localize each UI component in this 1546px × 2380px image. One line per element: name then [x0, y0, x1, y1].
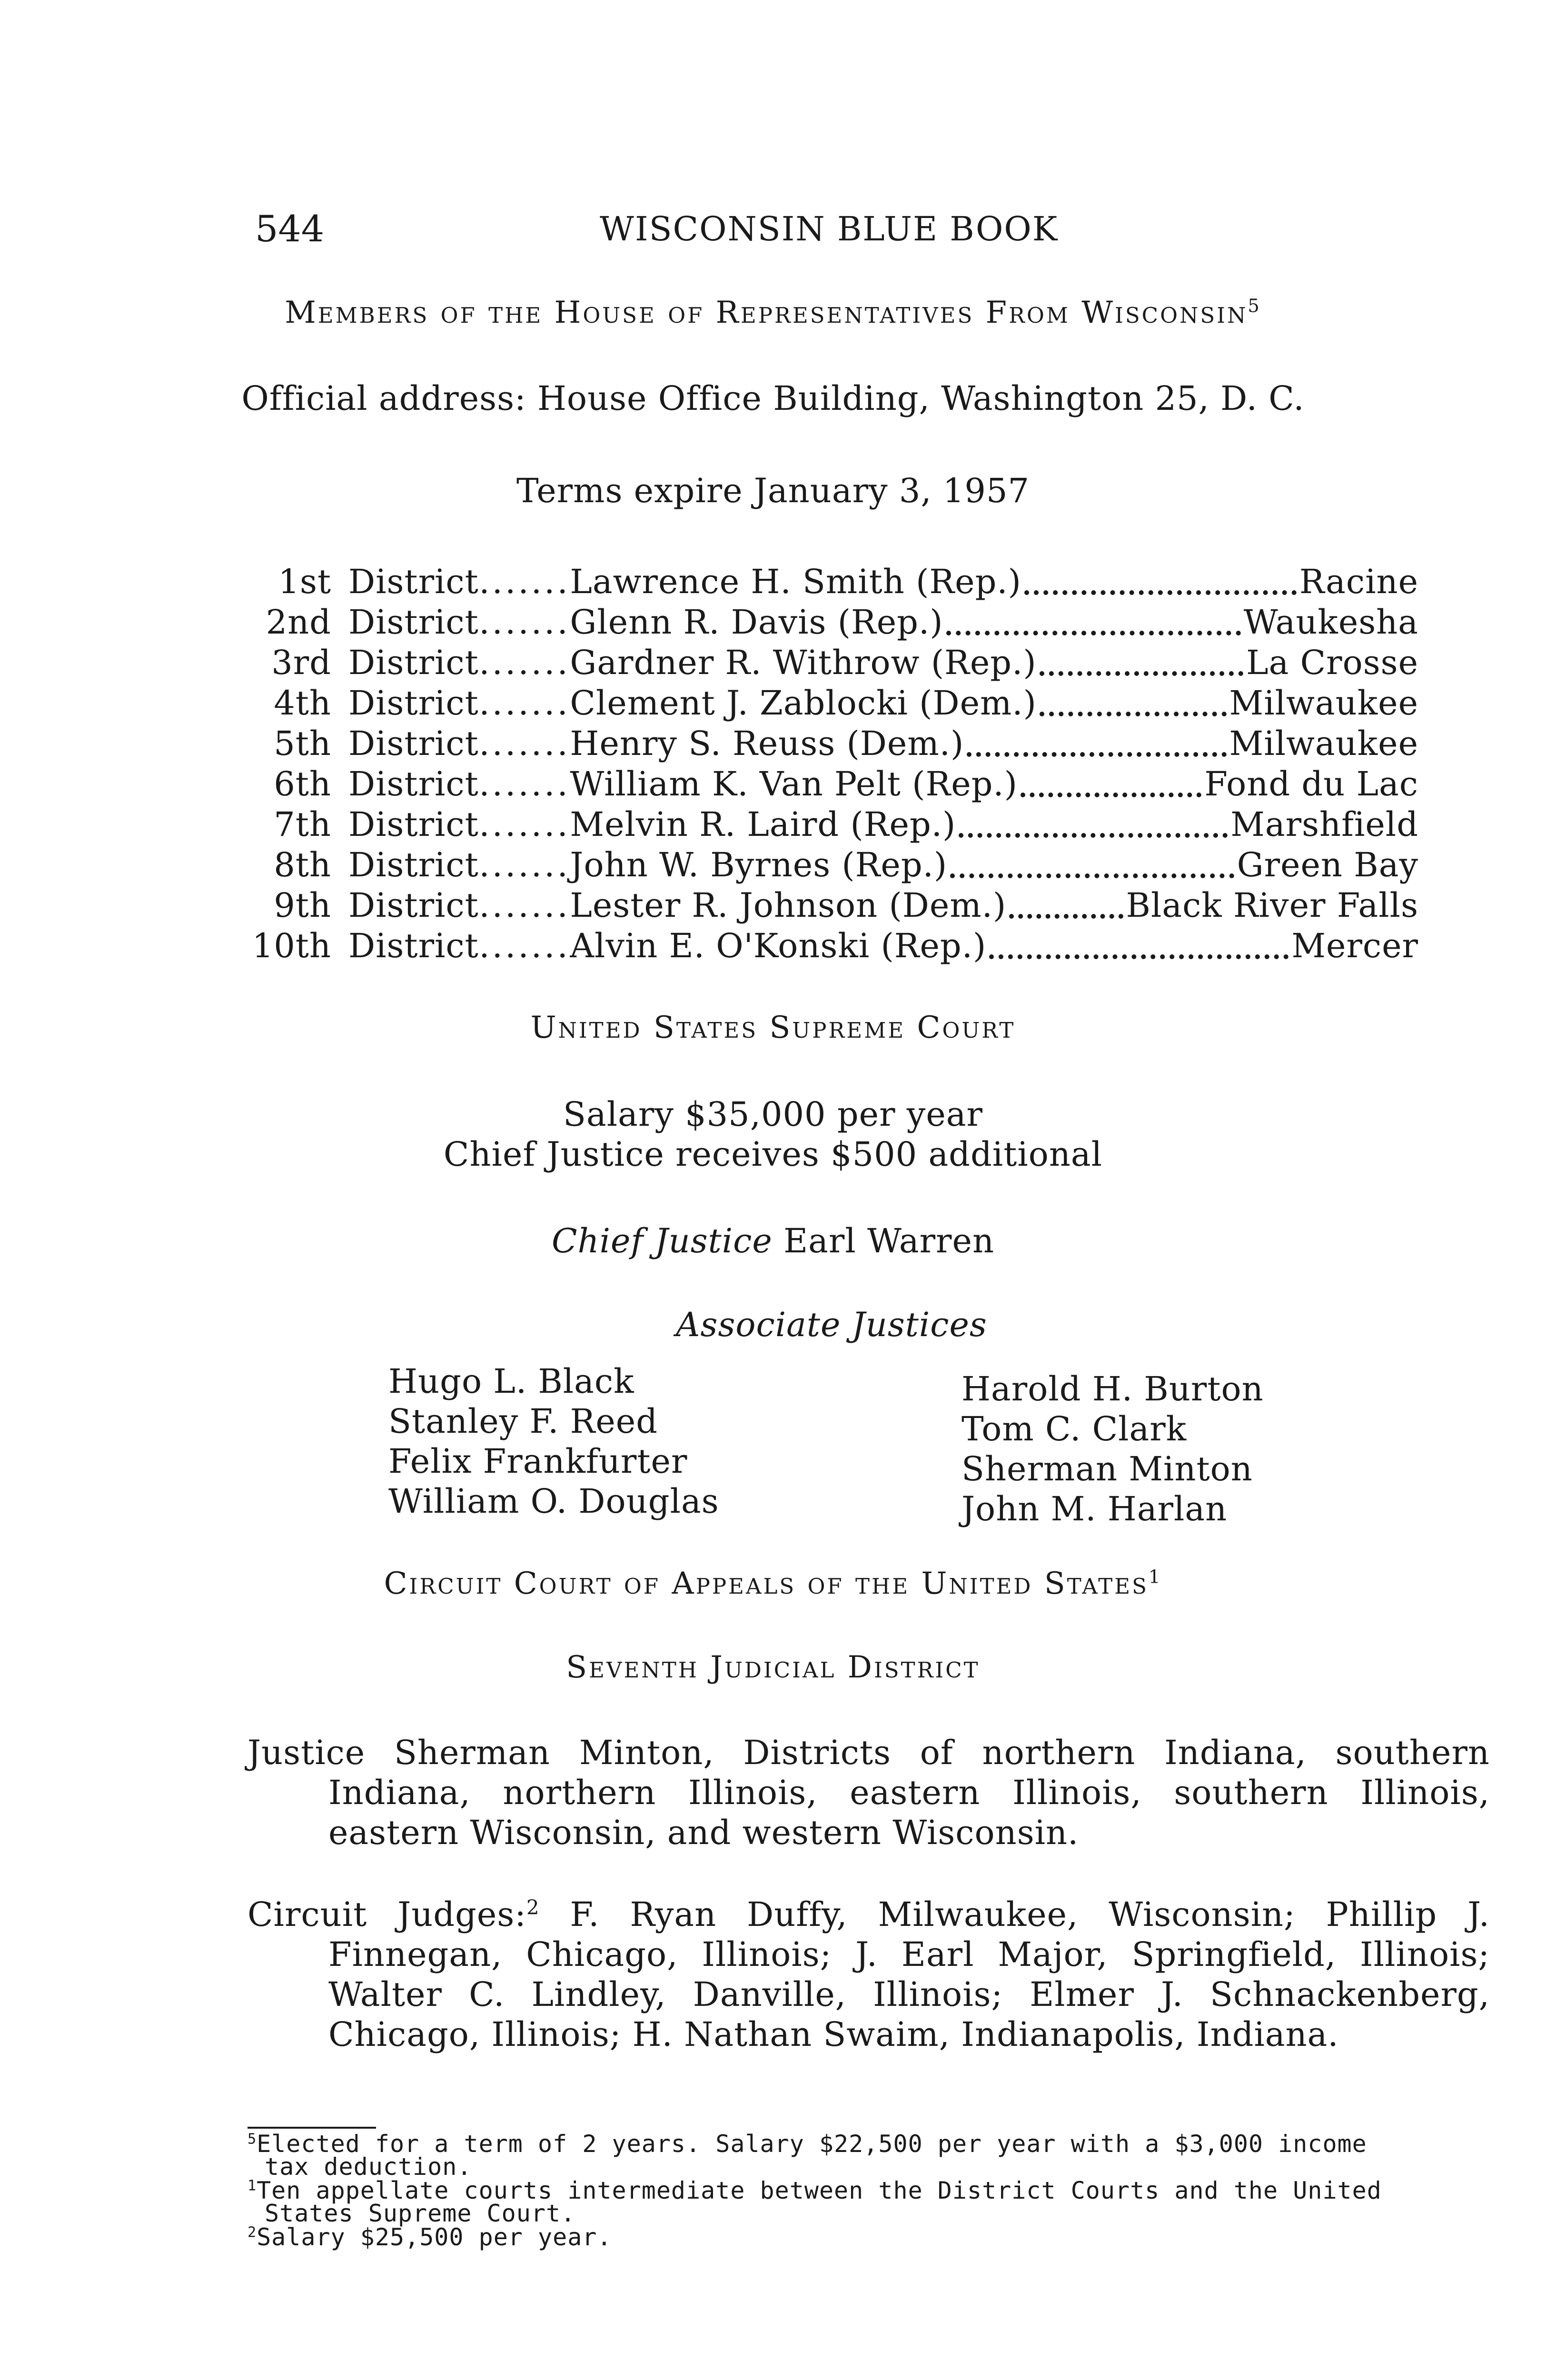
running-title: WISCONSIN BLUE BOOK — [600, 209, 1059, 248]
representative-city: Black River Falls — [1126, 886, 1418, 925]
representative-name: Lawrence H. Smith (Rep.) — [570, 562, 1021, 601]
district-label: District — [348, 724, 479, 763]
footnote — [248, 2179, 1426, 2225]
chief-justice-label: Chief Justice — [551, 1221, 773, 1260]
dot-leader — [989, 954, 1288, 959]
district-label: District — [348, 764, 479, 803]
associate-justices-right — [961, 1369, 1264, 1529]
district-ordinal: 8th — [274, 845, 331, 884]
district-label: District — [348, 562, 479, 601]
district-row — [248, 724, 1418, 764]
associate-justices-left — [388, 1361, 719, 1521]
justice-name: Tom C. Clark — [961, 1409, 1187, 1448]
circuit-court-heading-text: Circuit Court of Appeals of the United States — [384, 1566, 1149, 1601]
district-leader: ․․․․․․․ — [478, 643, 570, 682]
justice-name: Felix Frankfurter — [388, 1442, 688, 1481]
chief-justice-name: Earl Warren — [783, 1221, 995, 1260]
district-leader: ․․․․․․․ — [478, 845, 570, 884]
circuit-heading-footnote-mark: 1 — [1148, 1566, 1162, 1588]
footnote — [248, 2223, 1426, 2251]
district-label: District — [348, 643, 479, 682]
district-ordinal: 6th — [274, 764, 331, 803]
associate-justices-label: Associate Justices — [676, 1305, 987, 1344]
district-ordinal: 2nd — [266, 603, 331, 642]
district-ordinal: 9th — [274, 886, 331, 925]
dot-leader — [1024, 590, 1297, 595]
justice-name: Harold H. Burton — [961, 1369, 1264, 1408]
district-row — [248, 602, 1418, 643]
footnote-rule — [248, 2127, 376, 2129]
representative-city: La Crosse — [1246, 643, 1418, 682]
district-label: District — [348, 845, 479, 884]
footnote-text: Ten appellate courts intermediate between the District Courts and the United States Supreme Court. — [257, 2177, 1382, 2227]
district-row — [248, 804, 1418, 845]
representative-city: Fond du Lac — [1204, 764, 1418, 803]
district-leader: ․․․․․․․ — [478, 926, 570, 965]
district-row — [248, 926, 1418, 966]
district-label: District — [348, 684, 479, 723]
district-leader: ․․․․․․․ — [478, 886, 570, 925]
district-ordinal: 4th — [274, 684, 331, 723]
district-leader: ․․․․․․․ — [478, 562, 570, 601]
district-ordinal: 7th — [274, 805, 331, 844]
chief-justice-additional: Chief Justice receives $500 additional — [443, 1135, 1103, 1174]
house-heading — [0, 295, 1546, 330]
justice-name: John M. Harlan — [961, 1489, 1228, 1528]
terms-expire: Terms expire January 3, 1957 — [516, 471, 1030, 510]
dot-leader — [1040, 671, 1243, 676]
district-ordinal: 10th — [252, 926, 331, 965]
circuit-judges-footnote-mark: 2 — [526, 1895, 540, 1919]
footnote-text: Salary $25,500 per year. — [257, 2223, 612, 2251]
house-heading-text: Members of the House of Representatives From Wisconsin — [285, 295, 1248, 330]
district-leader: ․․․․․․․ — [478, 805, 570, 844]
representative-city: Milwaukee — [1229, 684, 1418, 723]
district-label: District — [348, 886, 479, 925]
district-leader: ․․․․․․․ — [478, 764, 570, 803]
circuit-judges-paragraph — [248, 1894, 1490, 2054]
supreme-court-heading: United States Supreme Court — [530, 1010, 1016, 1045]
dot-leader — [946, 631, 1241, 635]
official-address: Official address: House Office Building, Washington 25, D. C. — [241, 379, 1305, 418]
district-leader: ․․․․․․․ — [478, 684, 570, 723]
district-label: District — [348, 603, 479, 642]
district-list — [248, 562, 1418, 966]
representative-city: Waukesha — [1243, 603, 1418, 642]
representative-city: Marshfield — [1230, 805, 1418, 844]
seventh-district-heading: Seventh Judicial District — [566, 1650, 980, 1685]
dot-leader — [1009, 914, 1123, 919]
dot-leader — [967, 752, 1226, 757]
representative-name: Melvin R. Laird (Rep.) — [570, 805, 956, 844]
district-row — [248, 885, 1418, 926]
chief-justice-line — [0, 1221, 1546, 1260]
district-ordinal: 5th — [274, 724, 331, 763]
representative-name: Clement J. Zablocki (Dem.) — [570, 684, 1037, 723]
justice-name: Sherman Minton — [961, 1449, 1253, 1488]
district-leader: ․․․․․․․ — [478, 603, 570, 642]
representative-name: Glenn R. Davis (Rep.) — [570, 603, 943, 642]
district-label: District — [348, 926, 479, 965]
representative-name: Gardner R. Withrow (Rep.) — [570, 643, 1037, 682]
justice-name: Stanley F. Reed — [388, 1402, 658, 1441]
footnote-mark: 5 — [248, 2131, 257, 2148]
circuit-court-heading — [0, 1566, 1546, 1601]
representative-city: Mercer — [1291, 926, 1418, 965]
district-ordinal: 3rd — [271, 643, 331, 682]
representative-name: Lester R. Johnson (Dem.) — [570, 886, 1007, 925]
justice-minton-paragraph: Justice Sherman Minton, Districts of northern Indiana, southern Indiana, northern Illinois, eastern Illinois, southern Illinois, eastern Wisconsin, and western Wisconsin. — [248, 1733, 1490, 1852]
supreme-court-salary: Salary $35,000 per year — [563, 1095, 983, 1134]
representative-name: William K. Van Pelt (Rep.) — [570, 764, 1018, 803]
footnote-mark: 2 — [248, 2224, 257, 2241]
dot-leader — [959, 833, 1228, 838]
district-row — [248, 683, 1418, 724]
district-ordinal: 1st — [278, 562, 331, 601]
district-label: District — [348, 805, 479, 844]
district-row — [248, 764, 1418, 804]
representative-name: Alvin E. O'Konski (Rep.) — [570, 926, 987, 965]
circuit-judges-label: Circuit Judges: — [248, 1895, 526, 1934]
district-row — [248, 845, 1418, 885]
justice-name: Hugo L. Black — [388, 1362, 634, 1401]
dot-leader — [1040, 712, 1227, 716]
district-leader: ․․․․․․․ — [478, 724, 570, 763]
house-heading-footnote-mark: 5 — [1248, 295, 1261, 317]
footnote-mark: 1 — [248, 2177, 257, 2194]
footnote-text: Elected for a term of 2 years. Salary $22,500 per year with a $3,000 income tax deduction. — [257, 2130, 1367, 2181]
representative-city: Green Bay — [1237, 845, 1418, 884]
page-number: 544 — [255, 208, 325, 250]
footnote — [248, 2130, 1426, 2181]
district-row — [248, 643, 1418, 683]
justice-name: William O. Douglas — [388, 1482, 719, 1521]
dot-leader — [950, 873, 1234, 878]
dot-leader — [1021, 793, 1201, 797]
representative-city: Milwaukee — [1229, 724, 1418, 763]
representative-city: Racine — [1299, 562, 1418, 601]
district-row — [248, 562, 1418, 602]
representative-name: John W. Byrnes (Rep.) — [570, 845, 948, 884]
representative-name: Henry S. Reuss (Dem.) — [570, 724, 964, 763]
circuit-judges-text: F. Ryan Duffy, Milwaukee, Wisconsin; Phillip J. Finnegan, Chicago, Illinois; J. Earl Major, Springfield, Illinois; Walter C. Lindley, Danville, Illinois; Elmer J. Schnackenberg, Chicago, Illinois; H. Nathan Swaim, Indianapolis, Indiana. — [328, 1895, 1490, 2054]
